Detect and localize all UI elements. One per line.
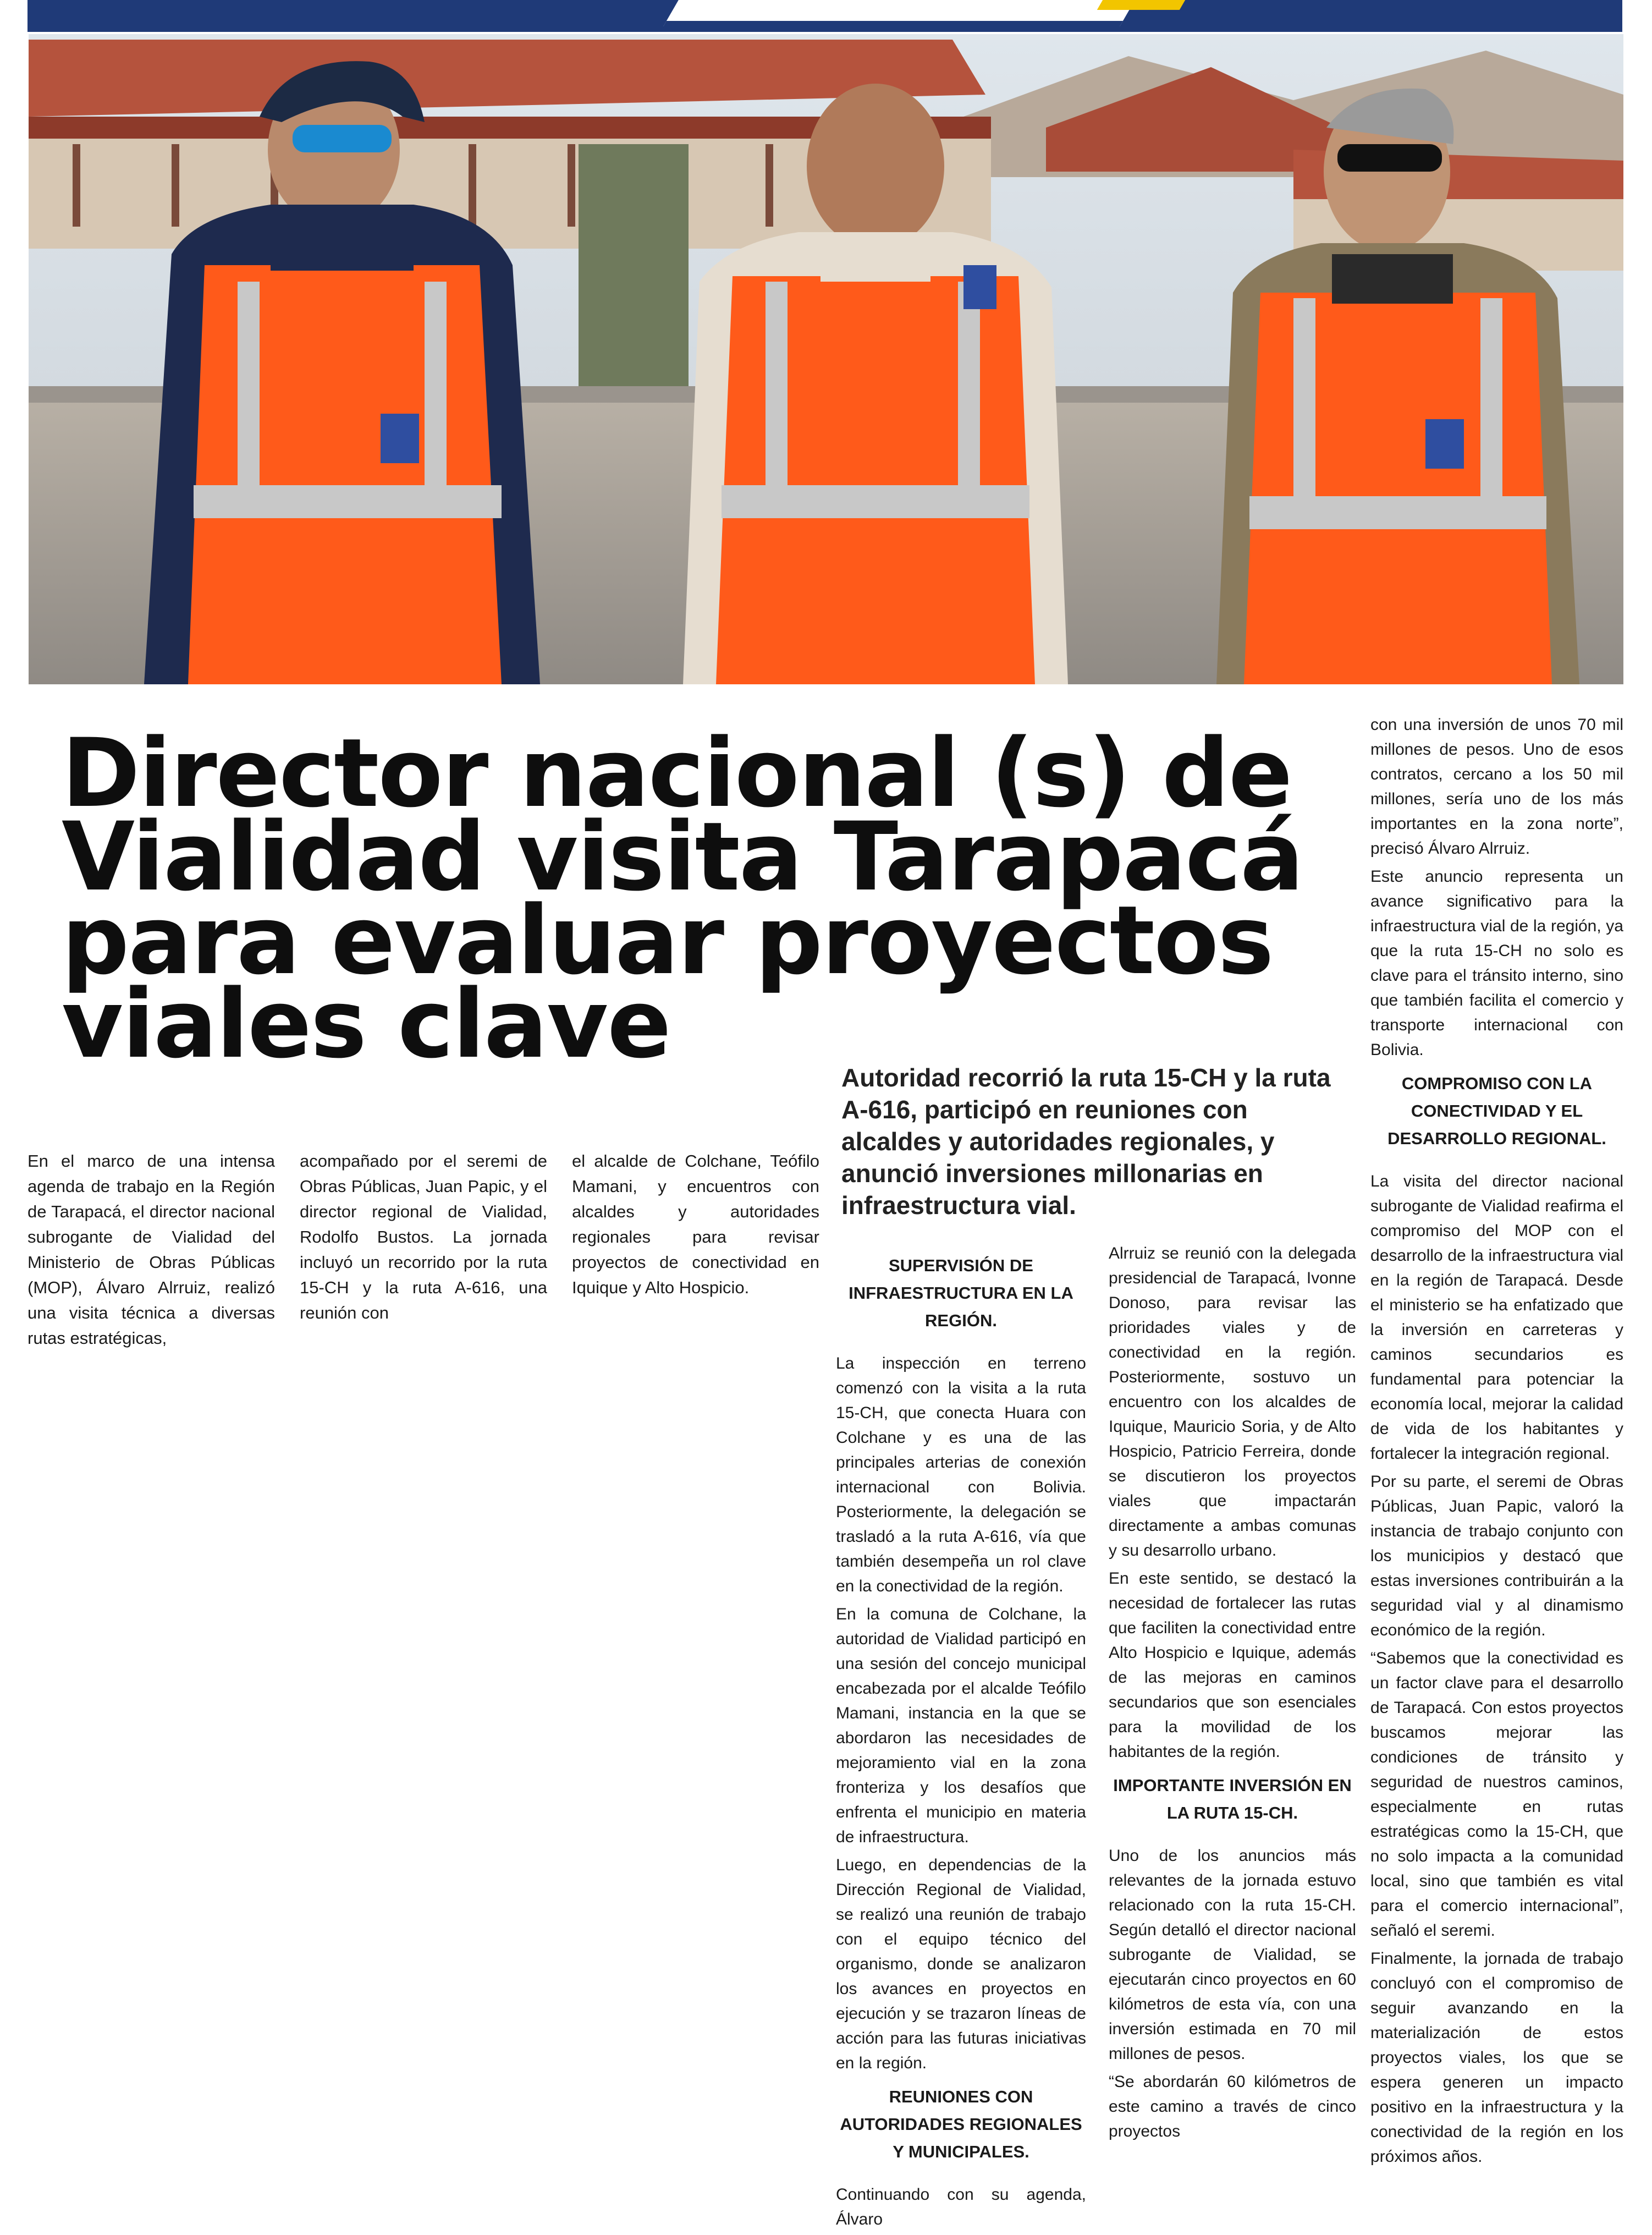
photo-illustration — [29, 34, 1623, 684]
body-column-3 — [1370, 712, 1623, 2172]
body-paragraph: Uno de los anuncios más relevantes de la jornada estuvo relacionado con la ruta 15-CH. Según detalló el director nacional subrogante de Vialidad, se ejecutarán cinco proyectos en 60 kilómetros de esta vía, con una inversión estimada en 70 mil millones de pesos. — [1109, 1847, 1356, 2063]
subhead-reuniones: REUNIONES CON AUTORIDADES REGIONALES Y MUNICIPALES. — [840, 2087, 1082, 2161]
article-deck: Autoridad recorrió la ruta 15-CH y la ruta A-616, participó en reuniones con alcaldes y autoridades regionales, y anunció inversiones millonarias en infraestructura vial. — [841, 1063, 1331, 1220]
subhead-supervision: SUPERVISIÓN DE INFRAESTRUCTURA EN LA REGIÓN. — [849, 1256, 1073, 1330]
body-column-1 — [836, 1244, 1086, 2235]
intro-paragraph-2: acompañado por el seremi de Obras Públicas, Juan Papic, y el director regional de Vialidad, Rodolfo Bustos. La jornada incluyó un recorrido por la ruta 15-CH y la ruta A-616, una reunión con — [300, 1151, 547, 1322]
section-header-bar — [0, 0, 1652, 34]
body-paragraph: En este sentido, se destacó la necesidad de fortalecer las rutas que faciliten la conectividad entre Alto Hospicio e Iquique, además de las mejoras en caminos secundarios que son esenciales para la movilidad de los habitantes de la región. — [1109, 1569, 1356, 1761]
main-photo — [29, 34, 1623, 684]
intro-column-2 — [300, 1149, 547, 1329]
subhead-inversion: IMPORTANTE INVERSIÓN EN LA RUTA 15-CH. — [1113, 1776, 1352, 1822]
body-paragraph: con una inversión de unos 70 mil millones de pesos. Uno de esos contratos, cercano a los 50 mil millones, sería uno de los más importantes en la zona norte”, precisó Álvaro Alrruiz. — [1370, 716, 1623, 858]
body-paragraph: Continuando con su agenda, Álvaro — [836, 2185, 1086, 2228]
body-paragraph: En la comuna de Colchane, la autoridad de Vialidad participó en una sesión del concejo municipal encabezada por el alcalde Teófilo Mamani, instancia en la que se abordaron las necesidades de mejoramiento vial en la zona fronteriza y los desafíos que enfrenta el municipio en materia de infraestructura. — [836, 1605, 1086, 1846]
intro-paragraph-3: el alcalde de Colchane, Teófilo Mamani, y encuentros con alcaldes y autoridades regionales para revisar proyectos de conectividad en Iquique y Alto Hospicio. — [572, 1151, 819, 1297]
body-paragraph: “Sabemos que la conectividad es un factor clave para el desarrollo de Tarapacá. Con estos proyectos buscamos mejorar las condiciones de tránsito y seguridad de nuestros caminos, especialmente en rutas estratégicas como la 15-CH, que no solo impacta a la comunidad local, sino que también es vital para el comercio internacional”, señaló el seremi. — [1370, 1649, 1623, 1940]
intro-paragraph-1: En el marco de una intensa agenda de trabajo en la Región de Tarapacá, el director nacional subrogante de Vialidad del Ministerio de Obras Públicas (MOP), Álvaro Alrruiz, realizó una visita técnica a diversas rutas estratégicas, — [27, 1151, 275, 1348]
intro-column-1 — [27, 1149, 275, 1354]
body-paragraph: Luego, en dependencias de la Dirección Regional de Vialidad, se realizó una reunión de trabajo con el equipo técnico del organismo, donde se analizaron los avances en proyectos en ejecución y se trazaron líneas de acción para las futuras iniciativas en la región. — [836, 1856, 1086, 2072]
body-paragraph: Este anuncio representa un avance significativo para la infraestructura vial de la región, ya que la ruta 15-CH no solo es clave para el tránsito interno, sino que también facilita el comercio y transporte internacional con Bolivia. — [1370, 867, 1623, 1059]
body-paragraph: Alrruiz se reunió con la delegada presidencial de Tarapacá, Ivonne Donoso, para revisar las prioridades viales y de conectividad en la región. Posteriormente, sostuvo un encuentro con los alcaldes de Iquique, Mauricio Soria, y de Alto Hospicio, Patricio Ferreira, donde se discutieron los proyectos viales que impactarán directamente a ambas comunas y su desarrollo urbano. — [1109, 1244, 1356, 1559]
header-yellow-accent — [1097, 0, 1185, 10]
body-paragraph: “Se abordarán 60 kilómetros de este camino a través de cinco proyectos — [1109, 2073, 1356, 2140]
body-paragraph: La visita del director nacional subrogante de Vialidad reafirma el compromiso del MOP con el desarrollo de la infraestructura vial en la región de Tarapacá. Desde el ministerio se ha enfatizado que la inversión en carreteras y caminos secundarios es fundamental para potenciar la economía local, mejorar la calidad de vida de los habitantes y fortalecer la integración regional. — [1370, 1172, 1623, 1463]
body-paragraph: Por su parte, el seremi de Obras Públicas, Juan Papic, valoró la instancia de trabajo conjunto con los municipios y destacó que estas inversiones contribuirán a la seguridad vial y al dinamismo económico de la región. — [1370, 1473, 1623, 1639]
body-column-2 — [1109, 1241, 1356, 2147]
article-headline: Director nacional (s) de Vialidad visita Tarapacá para evaluar proyectos viales clave — [62, 718, 1303, 1079]
body-paragraph: Finalmente, la jornada de trabajo concluyó con el compromiso de seguir avanzando en la materialización de estos proyectos viales, los que se espera generen un impacto positivo en la infraestructura y la conectividad de la región en los próximos años. — [1370, 1950, 1623, 2166]
body-paragraph: La inspección en terreno comenzó con la visita a la ruta 15-CH, que conecta Huara con Colchane y es una de las principales arterias de conexión internacional con Bolivia. Posteriormente, la delegación se trasladó a la ruta A-616, vía que también desempeña un rol clave en la conectividad de la región. — [836, 1354, 1086, 1595]
subhead-compromiso: COMPROMISO CON LA CONECTIVIDAD Y EL DESARROLLO REGIONAL. — [1387, 1074, 1606, 1148]
intro-column-3 — [572, 1149, 819, 1304]
header-white-notch — [663, 0, 1135, 26]
